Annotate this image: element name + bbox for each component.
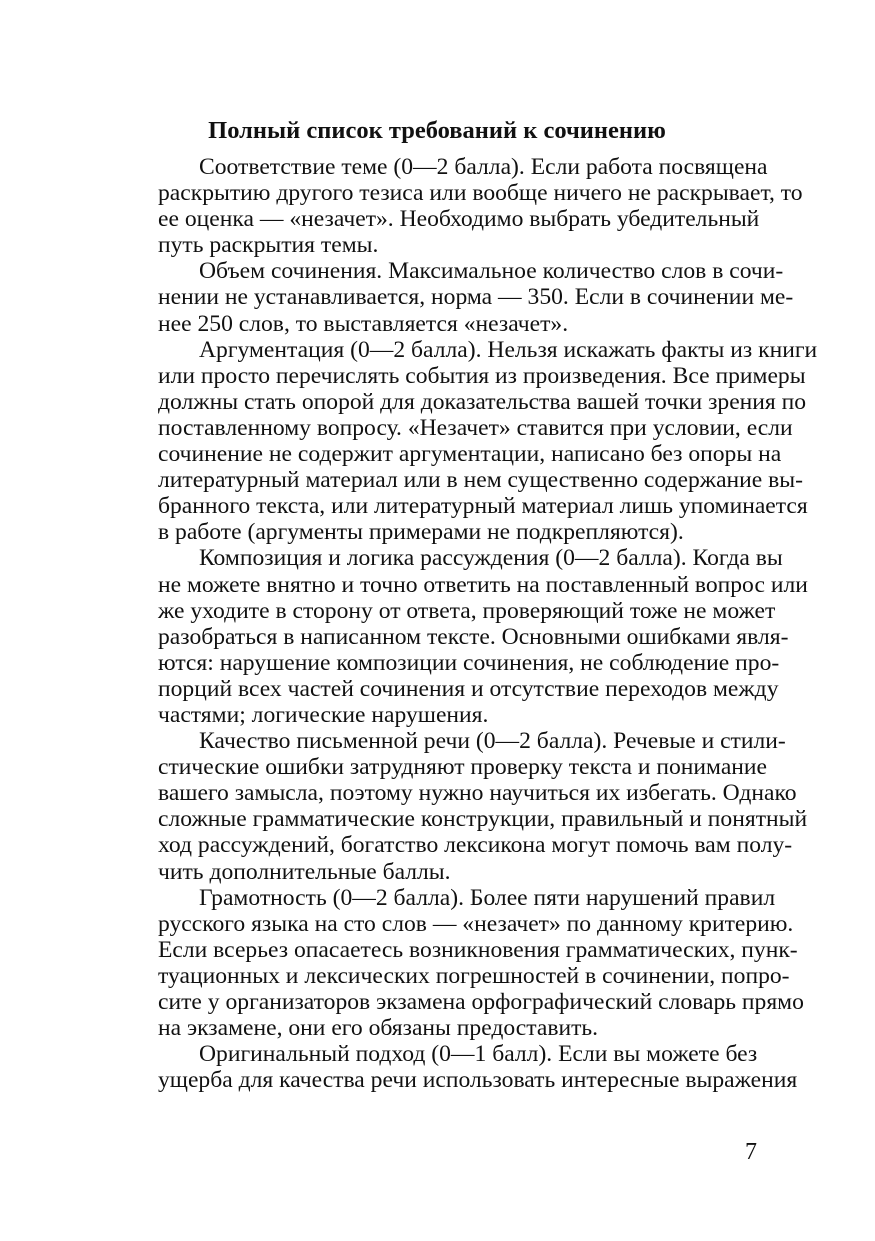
text-line: путь раскрытия темы. bbox=[158, 232, 379, 259]
text-line: ются: нарушение композиции сочинения, не соблюдение про- bbox=[158, 649, 780, 676]
page-number: 7 bbox=[745, 1139, 757, 1165]
text-line: Если всерьез опасаетесь возникновения грамматических, пунк- bbox=[158, 936, 798, 963]
page-title: Полный список требований к сочинению bbox=[208, 117, 666, 144]
paragraph-literacy bbox=[117, 884, 804, 1042]
text-line: литературный материал или в нем существенно содержание вы- bbox=[158, 467, 804, 494]
text-line: Оригинальный подход (0—1 балл). Если вы можете без bbox=[199, 1041, 758, 1068]
text-line: Качество письменной речи (0—2 балла). Речевые и стили- bbox=[199, 728, 786, 755]
text-line: русского языка на сто слов — «незачет» по данному критерию. bbox=[158, 910, 794, 937]
paragraph-composition bbox=[117, 545, 808, 728]
text-line: Композиция и логика рассуждения (0—2 балла). Когда вы bbox=[199, 545, 783, 572]
text-line: не можете внятно и точно ответить на поставленный вопрос или bbox=[158, 571, 808, 598]
text-line: или просто перечислять события из произведения. Все примеры bbox=[158, 362, 806, 389]
text-line: сложные грамматические конструкции, правильный и понятный bbox=[158, 806, 808, 833]
text-line: Соответствие теме (0—2 балла). Если работа посвящена bbox=[199, 154, 768, 180]
text-line: порций всех частей сочинения и отсутствие переходов между bbox=[158, 675, 779, 702]
text-line: сите у организаторов экзамена орфографический словарь прямо bbox=[158, 989, 804, 1015]
text-line: ее оценка — «незачет». Необходимо выбрать убедительный bbox=[158, 206, 760, 233]
text-line: поставленному вопросу. «Незачет» ставится при условии, если bbox=[158, 414, 793, 441]
text-line: нее 250 слов, то выставляется «незачет». bbox=[158, 310, 569, 337]
text-line: ущерба для качества речи использовать интересные выражения bbox=[158, 1067, 798, 1094]
text-line: на экзамене, они его обязаны предоставить. bbox=[158, 1015, 599, 1042]
text-line: же уходите в сторону от ответа, проверяющий тоже не может bbox=[158, 597, 776, 624]
text-line: должны стать опорой для доказательства вашей точки зрения по bbox=[158, 388, 807, 415]
paragraph-relevance bbox=[117, 154, 803, 259]
paragraph-argumentation bbox=[117, 336, 818, 546]
text-line: Объем сочинения. Максимальное количество слов в сочи- bbox=[199, 258, 784, 285]
text-line: ход рассуждений, богатство лексикона могут помочь вам полу- bbox=[158, 832, 793, 859]
text-line: туационных и лексических погрешностей в сочинении, попро- bbox=[158, 962, 790, 989]
text-line: в работе (аргументы примерами не подкрепляются). bbox=[158, 519, 684, 546]
paragraph-speech-quality bbox=[117, 728, 808, 885]
text-line: разобраться в написанном тексте. Основными ошибками явля- bbox=[158, 623, 789, 650]
paragraph-originality bbox=[117, 1041, 798, 1094]
body-text bbox=[117, 154, 818, 1094]
text-line: вашего замысла, поэтому нужно научиться их избегать. Однако bbox=[158, 780, 797, 807]
text-line: Грамотность (0—2 балла). Более пяти нарушений правил bbox=[199, 884, 776, 911]
text-line: раскрытию другого тезиса или вообще ничего не раскрывает, то bbox=[158, 180, 803, 207]
text-line: стические ошибки затрудняют проверку текста и понимание bbox=[158, 754, 768, 781]
text-line: нении не устанавливается, норма — 350. Если в сочинении ме- bbox=[158, 284, 794, 311]
text-line: Аргументация (0—2 балла). Нельзя искажать факты из книги bbox=[199, 336, 818, 363]
text-line: бранного текста, или литературный материал лишь упоминается bbox=[158, 493, 808, 520]
text-line: чить дополнительные баллы. bbox=[158, 858, 451, 885]
paragraph-volume bbox=[117, 258, 794, 337]
text-line: сочинение не содержит аргументации, написано без опоры на bbox=[158, 441, 782, 468]
text-line: частями; логические нарушения. bbox=[158, 701, 489, 728]
